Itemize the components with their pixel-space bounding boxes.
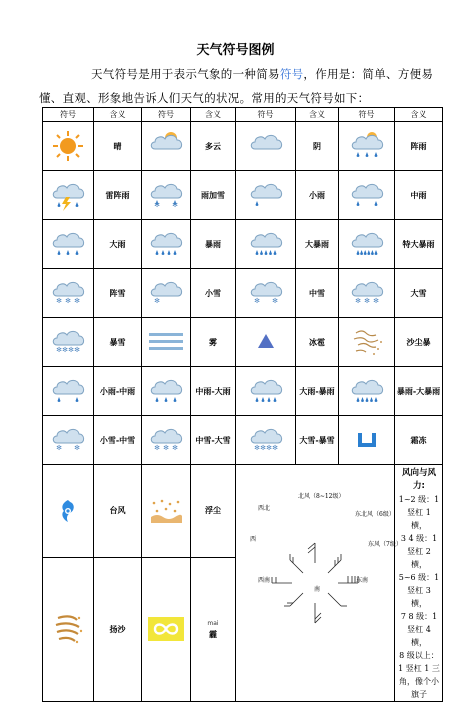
label-southeast: 东南: [356, 577, 369, 584]
svg-text:✻: ✻: [354, 297, 361, 305]
label-north: 北风（8~12级）: [298, 493, 345, 500]
svg-text:✻: ✻: [372, 297, 379, 305]
header-meaning: 含义: [94, 108, 142, 122]
intro-text-1: 天气符号是用于表示气象的一种简易: [91, 67, 280, 81]
svg-text:✻: ✻: [56, 444, 62, 452]
moderate-rain-icon: [339, 171, 395, 220]
meaning-cell: 雷阵雨: [94, 171, 142, 220]
label-south: 南: [314, 586, 321, 593]
wind-legend-line: 1~2 级：1 竖杠 1 横，: [398, 495, 440, 530]
meaning-cell: 霜冻: [395, 416, 443, 465]
hail-icon: [236, 318, 296, 367]
fog-icon: [142, 318, 191, 367]
haze-label: 霾: [209, 630, 217, 640]
svg-text:✻: ✻: [271, 444, 278, 452]
haze-pinyin: mai: [207, 620, 219, 628]
meaning-cell: 特大暴雨: [395, 220, 443, 269]
meaning-cell: 暴雨-大暴雨: [395, 367, 443, 416]
big-rainstorm-icon: [236, 220, 296, 269]
meaning-cell: 小雨: [296, 171, 339, 220]
meaning-cell: 阴: [296, 122, 339, 171]
heavy-rain-to-rainstorm-icon: [236, 367, 296, 416]
dust-icon: [142, 465, 191, 558]
meaning-haze: [191, 557, 236, 701]
wind-legend-line: 8 级以上：1 竖杠 1 三角，像个小旗子: [398, 651, 440, 699]
thunderstorm-icon: [43, 171, 94, 220]
haze-icon: [142, 557, 191, 701]
meaning-cell: 雨加雪: [191, 171, 236, 220]
blowing-sand-icon: [43, 557, 94, 701]
meaning-blowing-sand: 扬沙: [94, 557, 142, 701]
svg-text:✻: ✻: [271, 297, 278, 305]
meaning-cell: 大雪: [395, 269, 443, 318]
intro-paragraph: [39, 62, 439, 110]
freezing-icon: [339, 416, 395, 465]
moderate-to-heavy-rain-icon: [142, 367, 191, 416]
svg-text:✻: ✻: [74, 297, 80, 305]
meaning-cell: 小雨-中雨: [94, 367, 142, 416]
meaning-cell: 冰雹: [296, 318, 339, 367]
meaning-cell: 阵雨: [395, 122, 443, 171]
header-meaning: 含义: [191, 108, 236, 122]
svg-text:✻: ✻: [154, 297, 160, 305]
heavy-snow-to-snowstorm-icon: [236, 416, 296, 465]
table-row: [43, 220, 443, 269]
table-header-row: [43, 108, 443, 122]
meaning-cell: 大雪-暴雪: [296, 416, 339, 465]
svg-text:✻: ✻: [172, 201, 178, 209]
svg-text:✻: ✻: [68, 346, 74, 354]
light-to-moderate-rain-icon: [43, 367, 94, 416]
svg-text:✻: ✻: [163, 444, 169, 452]
rainstorm-to-big-rainstorm-icon: [339, 367, 395, 416]
meaning-cell: 大暴雨: [296, 220, 339, 269]
meaning-cell: 大雨-暴雨: [296, 367, 339, 416]
header-meaning: 含义: [296, 108, 339, 122]
label-northwest: 西北: [258, 505, 271, 512]
wind-legend: [395, 465, 443, 702]
light-to-moderate-snow-icon: [43, 416, 94, 465]
light-snow-icon: [142, 269, 191, 318]
sun-icon: [43, 122, 94, 171]
meaning-cell: 多云: [191, 122, 236, 171]
moderate-snow-icon: [236, 269, 296, 318]
svg-text:✻: ✻: [65, 297, 71, 305]
meaning-cell: 晴: [94, 122, 142, 171]
meaning-cell: 阵雪: [94, 269, 142, 318]
intro-text-2: ，作用是：简单、方便易懂、直观、形象地告诉人们天气的状况。常用的天气符号如下：: [39, 67, 434, 105]
svg-text:✻: ✻: [74, 444, 80, 452]
heavy-rain-icon: [43, 220, 94, 269]
light-rain-icon: [236, 171, 296, 220]
meaning-cell: 沙尘暴: [395, 318, 443, 367]
svg-text:✻: ✻: [154, 444, 160, 452]
meaning-dust: 浮尘: [191, 465, 236, 558]
meaning-cell: 大雨: [94, 220, 142, 269]
label-west: 西: [250, 536, 257, 543]
snow-shower-icon: [43, 269, 94, 318]
meaning-cell: 小雪: [191, 269, 236, 318]
table-row: [43, 171, 443, 220]
meaning-cell: 中雨-大雨: [191, 367, 236, 416]
wind-legend-line: 7 8 级：1 竖杠 4 横，: [400, 612, 438, 647]
rain-hail-icon: [142, 171, 191, 220]
table-row: [43, 465, 443, 558]
table-row: [43, 122, 443, 171]
snowstorm-icon: [43, 318, 94, 367]
partly-cloudy-icon: [142, 122, 191, 171]
table-row: [43, 318, 443, 367]
meaning-cell: 暴雪: [94, 318, 142, 367]
wind-legend-line: 3 4 级：1 竖杠 2 横，: [400, 534, 438, 569]
label-southwest: 西南: [258, 577, 271, 584]
svg-text:✻: ✻: [253, 297, 260, 305]
meaning-cell: 小雪-中雪: [94, 416, 142, 465]
label-east: 东风（7级）: [368, 541, 402, 548]
label-northeast: 东北风（6级）: [355, 511, 395, 518]
svg-text:✻: ✻: [259, 444, 266, 452]
svg-text:✻: ✻: [154, 201, 160, 209]
heavy-snow-icon: [339, 269, 395, 318]
svg-text:✻: ✻: [56, 346, 62, 354]
meaning-typhoon: 台风: [94, 465, 142, 558]
wind-legend-title: 风向与风力:: [401, 468, 436, 491]
meaning-cell: 中雨: [395, 171, 443, 220]
wind-legend-line: 5~6 级：1 竖杠 3 横，: [398, 573, 440, 608]
meaning-cell: 雾: [191, 318, 236, 367]
moderate-to-heavy-snow-icon: [142, 416, 191, 465]
table-row: [43, 416, 443, 465]
svg-text:✻: ✻: [74, 346, 80, 354]
svg-text:✻: ✻: [363, 297, 370, 305]
weather-symbol-table: [42, 107, 443, 702]
table-row: [43, 269, 443, 318]
extreme-rainstorm-icon: [339, 220, 395, 269]
rainstorm-icon: [142, 220, 191, 269]
symbol-link[interactable]: 符号: [279, 67, 304, 81]
svg-text:✻: ✻: [62, 346, 68, 354]
header-symbol: 符号: [236, 108, 296, 122]
svg-text:✻: ✻: [253, 444, 260, 452]
header-meaning: 含义: [395, 108, 443, 122]
meaning-cell: 中雪-大雪: [191, 416, 236, 465]
svg-text:✻: ✻: [265, 444, 272, 452]
header-symbol: 符号: [142, 108, 191, 122]
table-row: [43, 367, 443, 416]
meaning-cell: 中雪: [296, 269, 339, 318]
header-symbol: 符号: [339, 108, 395, 122]
wind-direction-diagram: [236, 465, 402, 702]
shower-icon: [339, 122, 395, 171]
svg-text:✻: ✻: [172, 444, 178, 452]
svg-text:✻: ✻: [56, 297, 62, 305]
overcast-icon: [236, 122, 296, 171]
meaning-cell: 暴雨: [191, 220, 236, 269]
page-title: 天气符号图例: [196, 43, 275, 58]
sandstorm-icon: [339, 318, 395, 367]
header-symbol: 符号: [43, 108, 94, 122]
typhoon-icon: [43, 465, 94, 558]
